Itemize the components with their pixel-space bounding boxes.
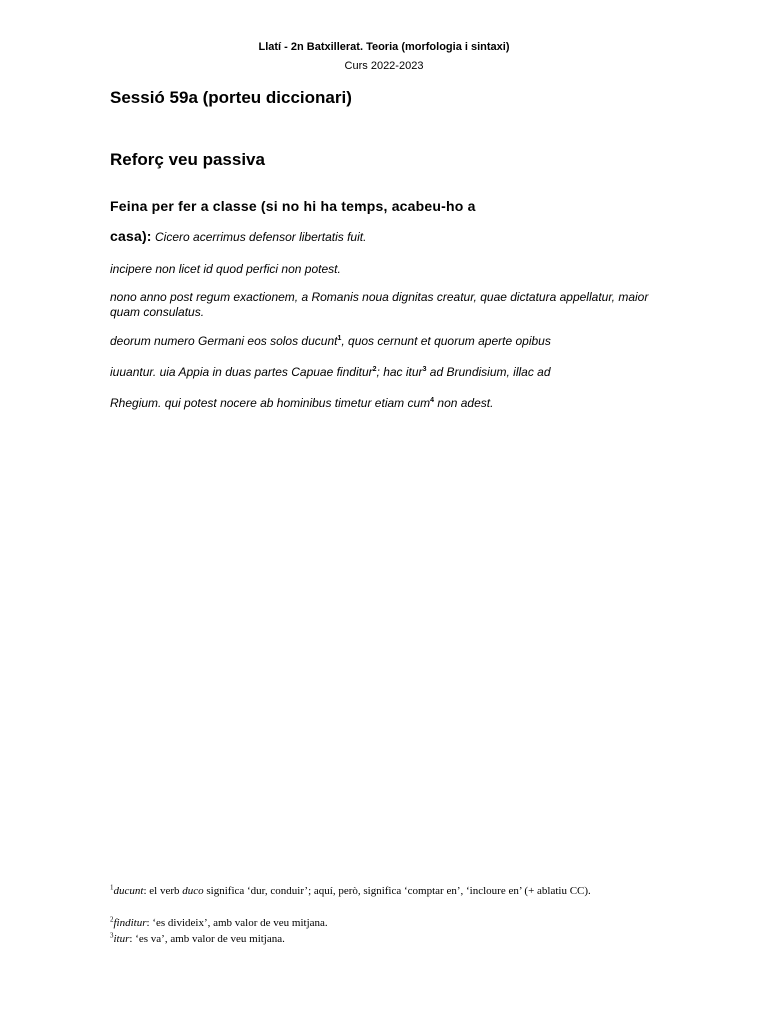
sentence-6-part-a: Rhegium. qui potest nocere ab hominibus timetur etiam cum (110, 396, 431, 410)
sentence-line-5 (110, 365, 655, 380)
sentence-2: incipere non licet id quod perfici non potest. (110, 262, 341, 276)
footnote-3-number: 3 (110, 931, 114, 940)
footnote-1 (110, 884, 670, 898)
footnote-ref-4: 4 (430, 397, 435, 404)
sentence-5-part-b: ; hac itur (376, 365, 423, 379)
task-heading: Feina per fer a classe (si no hi ha temps, acabeu-ho a (110, 198, 476, 214)
footnote-1-text-b: significa ‘dur, conduir’; aquí, però, significa ‘comptar en’, ‘incloure en’ (+ ablatiu CC). (203, 885, 591, 897)
section-title: Reforç veu passiva (110, 150, 265, 169)
sentence-5-part-a: iuuantur. uia Appia in duas partes Capuae finditur (110, 365, 373, 379)
footnote-2 (110, 916, 670, 930)
footnote-3-word: itur (113, 933, 130, 945)
sentence-1: Cicero acerrimus defensor libertatis fuit. (155, 230, 367, 244)
footnote-ref-2: 2 (372, 366, 377, 373)
sentence-line-1 (110, 229, 655, 245)
document-header-course: Curs 2022-2023 (344, 60, 424, 72)
sentence-line-4 (110, 334, 655, 349)
sentence-line-6 (110, 396, 655, 411)
footnote-ref-3: 3 (422, 366, 427, 373)
footnote-1-text-a: : el verb (143, 885, 183, 897)
footnote-3 (110, 932, 670, 946)
sentence-3: nono anno post regum exactionem, a Romanis noua dignitas creatur, quae dictatura appellatur, maior quam consulatus. (110, 290, 649, 319)
footnote-2-text: : ‘es divideix’, amb valor de veu mitjana. (146, 917, 328, 929)
sentence-4-part-b: , quos cernunt et quorum aperte opibus (341, 334, 551, 348)
footnote-2-number: 2 (110, 915, 114, 924)
footnote-2-word: finditur (113, 917, 147, 929)
footnote-3-text: : ‘es va’, amb valor de veu mitjana. (129, 933, 285, 945)
sentence-4-part-a: deorum numero Germani eos solos ducunt (110, 334, 338, 348)
footnote-1-word: ducunt (113, 885, 144, 897)
sentence-6-part-b: non adest. (434, 396, 494, 410)
session-title: Sessió 59a (porteu diccionari) (110, 88, 352, 107)
footnote-1-verb: duco (182, 885, 204, 897)
task-heading-continuation: casa): (110, 228, 152, 244)
footnote-1-number: 1 (110, 883, 114, 892)
footnote-ref-1: 1 (337, 335, 342, 342)
sentence-5-part-c: ad Brundisium, illac ad (426, 365, 551, 379)
document-header-title: Llatí - 2n Batxillerat. Teoria (morfologia i sintaxi) (258, 41, 510, 53)
